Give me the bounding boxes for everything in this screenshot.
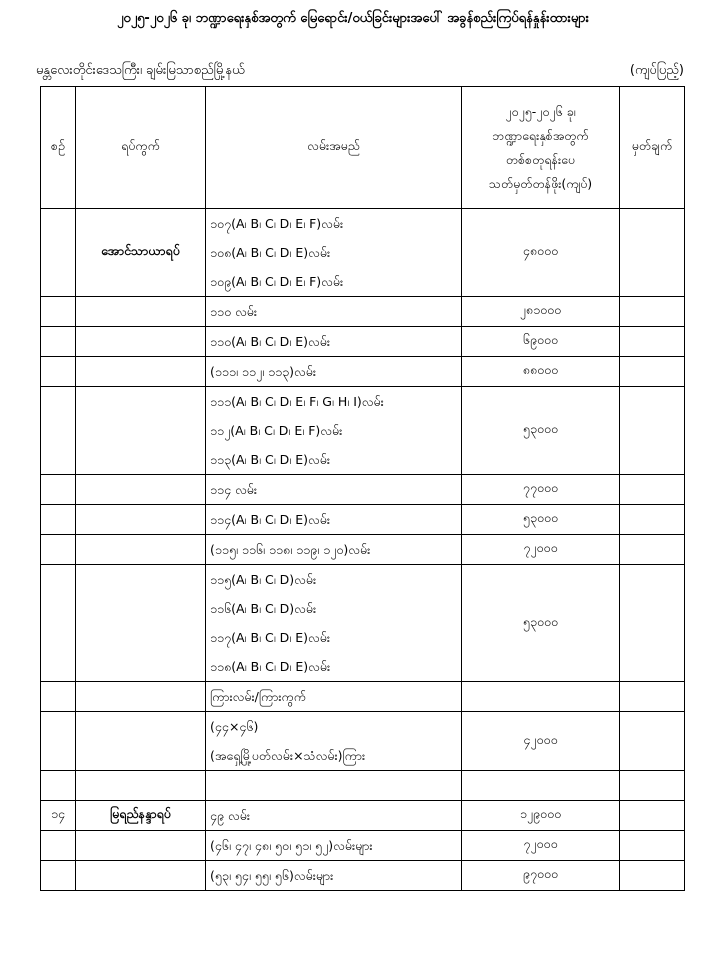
street-cell — [206, 209, 462, 297]
street-cell — [206, 771, 462, 801]
row-number: ၁၄ — [41, 801, 76, 831]
table-row — [41, 209, 685, 297]
header-remark: မှတ်ချက် — [620, 87, 685, 209]
ward-name — [76, 565, 206, 682]
table-body — [41, 209, 685, 891]
remark-cell — [620, 505, 685, 535]
unit-label: (ကျပ်ပြည့်) — [629, 63, 684, 78]
street-name: (၁၁၅၊ ၁၁၆၊ ၁၁၈၊ ၁၁၉၊ ၁၂၀)လမ်း — [210, 542, 371, 557]
street-name: ၁၁၇(A၊ B၊ C၊ D၊ E)လမ်း — [210, 630, 331, 645]
header-value-line: ၂၀၂၅-၂၀၂၆ ခု၊ — [505, 103, 576, 119]
street-cell — [206, 475, 462, 505]
table-row — [41, 327, 685, 357]
street-name: ၁၁၄(A၊ B၊ C၊ D၊ E)လမ်း — [210, 512, 331, 527]
remark-cell — [620, 861, 685, 891]
rate-value: ၁၂၉၀၀၀ — [462, 801, 620, 831]
row-number — [41, 209, 76, 297]
street-name: ၁၀၇(A၊ B၊ C၊ D၊ E၊ F)လမ်း — [210, 216, 344, 231]
street-name: ၁၁၁(A၊ B၊ C၊ D၊ E၊ F၊ G၊ H၊ I)လမ်း — [210, 394, 384, 409]
ward-name: မြရည်နန္ဒာရပ် — [76, 801, 206, 831]
street-name: ၁၁၀ လမ်း — [210, 304, 258, 319]
rate-value: ၆၉၀၀၀ — [462, 327, 620, 357]
ward-name — [76, 861, 206, 891]
street-name: (အရှေ့မြို့ပတ်လမ်း×သံလမ်း)ကြား — [210, 748, 366, 763]
rate-value: ၇၂၀၀၀ — [462, 535, 620, 565]
table-row — [41, 357, 685, 387]
row-number — [41, 357, 76, 387]
table-row — [41, 387, 685, 475]
remark-cell — [620, 801, 685, 831]
table-row — [41, 801, 685, 831]
street-name: ၁၁၆(A၊ B၊ C၊ D)လမ်း — [210, 601, 317, 616]
ward-name — [76, 297, 206, 327]
table-row — [41, 565, 685, 682]
header-street: လမ်းအမည် — [206, 87, 462, 209]
header-value-line: သတ်မှတ်တန်ဖိုး(ကျပ်) — [488, 175, 593, 191]
remark-cell — [620, 297, 685, 327]
table-header-row — [41, 87, 685, 209]
header-value-line: တစ်စတုရန်းပေ — [505, 151, 576, 167]
rate-value: ၇၂၀၀၀ — [462, 831, 620, 861]
rate-value: ၉၇၀၀၀ — [462, 861, 620, 891]
street-cell — [206, 565, 462, 682]
street-cell — [206, 801, 462, 831]
remark-cell — [620, 387, 685, 475]
street-cell — [206, 505, 462, 535]
remark-cell — [620, 475, 685, 505]
row-number — [41, 297, 76, 327]
ward-name — [76, 712, 206, 771]
row-number — [41, 327, 76, 357]
rate-value: ၄၈၀၀၀ — [462, 209, 620, 297]
ward-name — [76, 357, 206, 387]
street-name: ကြားလမ်း/ကြားကွက် — [210, 689, 306, 704]
table-row — [41, 712, 685, 771]
header-no: စဉ် — [41, 87, 76, 209]
remark-cell — [620, 682, 685, 712]
ward-name — [76, 831, 206, 861]
ward-name — [76, 682, 206, 712]
rate-value: ၄၂၀၀၀ — [462, 712, 620, 771]
ward-name — [76, 535, 206, 565]
ward-name — [76, 505, 206, 535]
row-number — [41, 475, 76, 505]
ward-name — [76, 327, 206, 357]
table-row — [41, 535, 685, 565]
row-number — [41, 535, 76, 565]
street-name: ၁၀၈(A၊ B၊ C၊ D၊ E)လမ်း — [210, 245, 331, 260]
street-cell — [206, 712, 462, 771]
street-name: (၅၃၊ ၅၄၊ ၅၅၊ ၅၆)လမ်းများ — [210, 868, 334, 883]
row-number — [41, 771, 76, 801]
document-title: ၂၀၂၅-၂၀၂၆ ခု၊ ဘဏ္ဍာရေးနှစ်အတွက် မြေရောင်း/ဝယ်ခြင်းများအပေါ် အခွန်စည်းကြပ်ရန်နှုန်းထားများ — [117, 11, 589, 26]
remark-cell — [620, 209, 685, 297]
street-cell — [206, 357, 462, 387]
row-number — [41, 712, 76, 771]
street-name: ၁၁၀(A၊ B၊ C၊ D၊ E)လမ်း — [210, 334, 331, 349]
table-row — [41, 475, 685, 505]
street-cell — [206, 682, 462, 712]
remark-cell — [620, 712, 685, 771]
remark-cell — [620, 327, 685, 357]
row-number — [41, 861, 76, 891]
remark-cell — [620, 771, 685, 801]
street-name: (၁၁၁၊ ၁၁၂၊ ၁၁၃)လမ်း — [210, 364, 317, 379]
row-number — [41, 387, 76, 475]
street-cell — [206, 535, 462, 565]
table-row — [41, 682, 685, 712]
header-value-line: ဘဏ္ဍာရေးနှစ်အတွက် — [492, 127, 589, 143]
street-cell — [206, 861, 462, 891]
township-subtitle: မန္တလေးတိုင်းဒေသကြီး၊ ချမ်းမြသာစည်မြို့နယ် — [36, 63, 245, 78]
street-name: (၄၄×၄၆) — [210, 719, 259, 734]
ward-name — [76, 771, 206, 801]
street-name — [210, 771, 457, 800]
street-name: ၁၀၉(A၊ B၊ C၊ D၊ E၊ F)လမ်း — [210, 274, 344, 289]
table-row — [41, 505, 685, 535]
street-name: ၁၁၃(A၊ B၊ C၊ D၊ E)လမ်း — [210, 452, 331, 467]
street-cell — [206, 387, 462, 475]
header-ward: ရပ်ကွက် — [76, 87, 206, 209]
rate-value — [462, 771, 620, 801]
rate-value: ၅၃၀၀၀ — [462, 505, 620, 535]
rate-value — [462, 682, 620, 712]
row-number — [41, 505, 76, 535]
street-cell — [206, 831, 462, 861]
rate-value: ၅၃၀၀၀ — [462, 565, 620, 682]
row-number — [41, 565, 76, 682]
header-value — [462, 87, 620, 209]
remark-cell — [620, 831, 685, 861]
street-name: ၁၁၈(A၊ B၊ C၊ D၊ E)လမ်း — [210, 659, 331, 674]
rate-value: ၂၈၁၀၀၀ — [462, 297, 620, 327]
table-row — [41, 831, 685, 861]
table-row — [41, 771, 685, 801]
street-name: ၁၁၅(A၊ B၊ C၊ D)လမ်း — [210, 572, 317, 587]
table-row — [41, 861, 685, 891]
ward-name — [76, 475, 206, 505]
rate-value: ၅၃၀၀၀ — [462, 387, 620, 475]
ward-name: အောင်သာယာရပ် — [76, 209, 206, 297]
street-name: ၄၉ လမ်း — [210, 808, 251, 823]
rate-table — [40, 86, 685, 891]
row-number — [41, 682, 76, 712]
rate-value: ၈၈၀၀၀ — [462, 357, 620, 387]
remark-cell — [620, 565, 685, 682]
street-name: (၄၆၊ ၄၇၊ ၄၈၊ ၅၀၊ ၅၁၊ ၅၂)လမ်းများ — [210, 838, 373, 853]
street-cell — [206, 327, 462, 357]
rate-value: ၇၇၀၀၀ — [462, 475, 620, 505]
remark-cell — [620, 535, 685, 565]
street-name: ၁၁၂(A၊ B၊ C၊ D၊ E၊ F)လမ်း — [210, 423, 343, 438]
street-cell — [206, 297, 462, 327]
table-row — [41, 297, 685, 327]
row-number — [41, 831, 76, 861]
remark-cell — [620, 357, 685, 387]
street-name: ၁၁၄ လမ်း — [210, 482, 258, 497]
ward-name — [76, 387, 206, 475]
